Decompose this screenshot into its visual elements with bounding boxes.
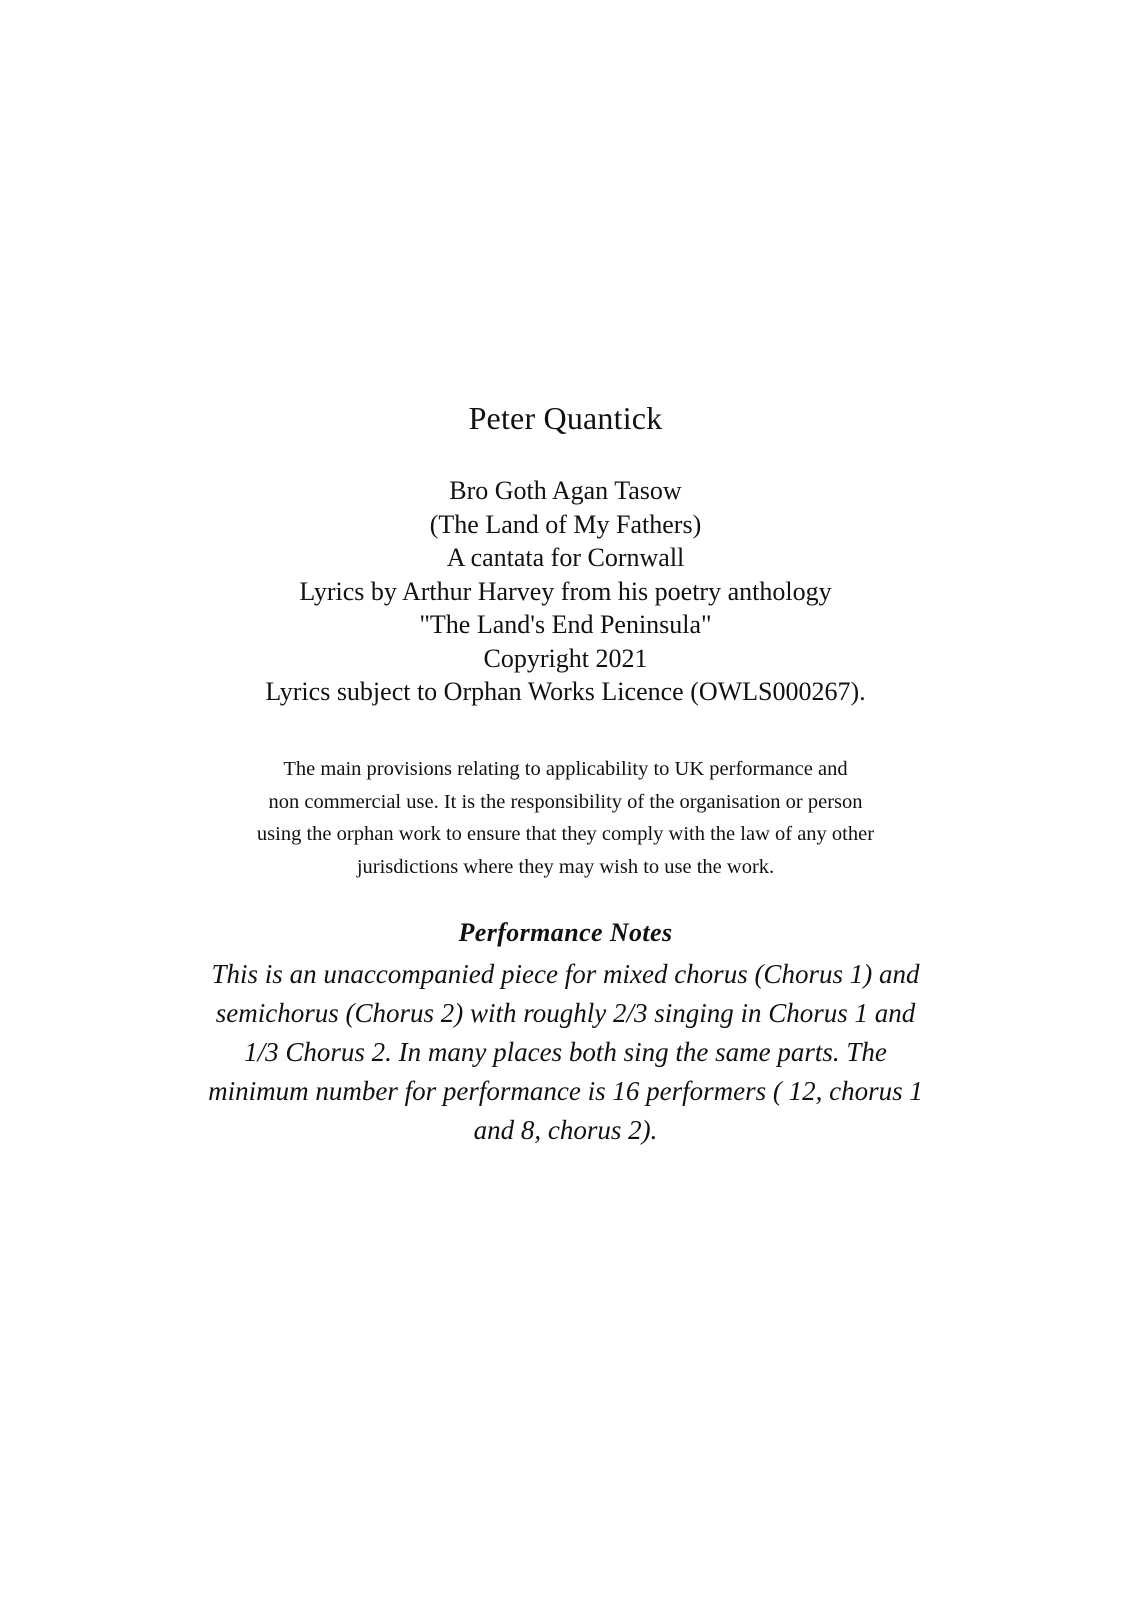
copyright-line: Copyright 2021 [483, 643, 648, 673]
performance-notes-line: semichorus (Chorus 2) with roughly 2/3 singing in Chorus 1 and [215, 998, 916, 1028]
licence-detail-line: using the orphan work to ensure that they comply with the law of any other [256, 823, 875, 845]
licence-detail-line: non commercial use. It is the responsibility of the organisation or person [268, 790, 863, 813]
work-subtitle: (The Land of My Fathers) [429, 509, 702, 539]
licence-detail-line: The main provisions relating to applicability to UK performance and [283, 758, 848, 780]
performance-notes-line: 1/3 Chorus 2. In many places both sing the same parts. The [244, 1037, 887, 1067]
performance-notes-heading: Performance Notes [458, 918, 673, 947]
work-title: Bro Goth Agan Tasow [449, 476, 682, 505]
performance-notes-line: This is an unaccompanied piece for mixed chorus (Chorus 1) and [211, 959, 920, 989]
licence-detail [0, 753, 1131, 883]
licence-detail-line: jurisdictions where they may wish to use the work. [356, 855, 775, 878]
lyrics-credit: Lyrics by Arthur Harvey from his poetry anthology [299, 576, 832, 606]
composer-name: Peter Quantick [468, 400, 663, 436]
licence-line: Lyrics subject to Orphan Works Licence (OWLS000267). [265, 677, 866, 706]
performance-notes-body [0, 955, 1131, 1150]
performance-notes-line: minimum number for performance is 16 performers ( 12, chorus 1 [208, 1076, 923, 1106]
performance-notes-line: and 8, chorus 2). [473, 1115, 658, 1145]
work-description: A cantata for Cornwall [446, 543, 685, 572]
anthology-title: "The Land's End Peninsula" [419, 610, 712, 639]
title-block [0, 474, 1131, 709]
